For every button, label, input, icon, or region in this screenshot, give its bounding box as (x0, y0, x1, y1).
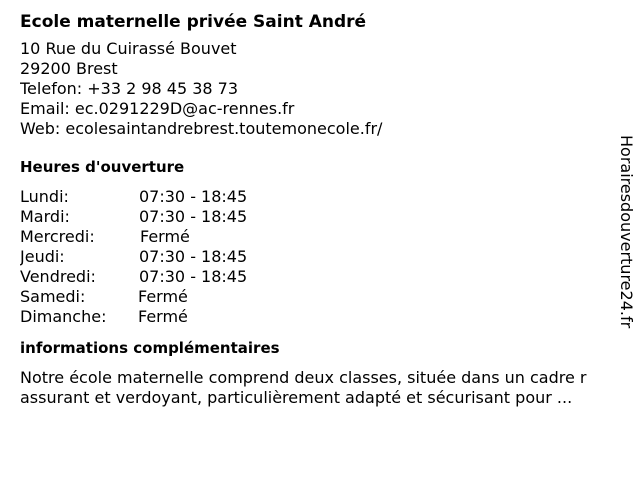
time-value: Fermé (138, 307, 188, 326)
email-text: Email: ec.0291229D@ac-rennes.fr (20, 99, 295, 118)
additional-info-heading: informations complémentaires (20, 339, 280, 357)
description-line-2: assurant et verdoyant, particulièrement adapté et sécurisant pour ... (20, 388, 573, 407)
hours-row-friday (20, 267, 616, 287)
day-label: Lundi: (20, 187, 69, 206)
hours-row-wednesday (20, 227, 616, 247)
day-label: Vendredi: (20, 267, 96, 286)
day-label: Samedi: (20, 287, 86, 306)
time-value: 07:30 - 18:45 (139, 267, 248, 286)
hours-row-thursday (20, 247, 616, 267)
time-value: Fermé (138, 287, 188, 306)
hours-row-tuesday (20, 207, 616, 227)
school-info-card (20, 10, 616, 408)
day-label: Mercredi: (20, 227, 95, 246)
opening-hours-heading: Heures d'ouverture (20, 158, 185, 176)
time-value: 07:30 - 18:45 (139, 187, 248, 206)
time-value: 07:30 - 18:45 (139, 207, 248, 226)
hours-row-saturday (20, 287, 616, 307)
hours-row-monday (20, 187, 616, 207)
time-value: Fermé (140, 227, 190, 246)
school-name: Ecole maternelle privée Saint André (20, 12, 367, 32)
day-label: Dimanche: (20, 307, 107, 326)
web-text: Web: ecolesaintandrebrest.toutemonecole.fr/ (20, 119, 383, 138)
phone-text: Telefon: +33 2 98 45 38 73 (20, 79, 239, 98)
day-label: Jeudi: (20, 247, 65, 266)
address-street: 10 Rue du Cuirassé Bouvet (20, 39, 237, 58)
time-value: 07:30 - 18:45 (139, 247, 248, 266)
opening-hours-list (20, 187, 616, 327)
description-line-1: Notre école maternelle comprend deux classes, située dans un cadre r (20, 368, 587, 387)
site-watermark: Horairesdouverture24.fr (617, 135, 636, 329)
day-label: Mardi: (20, 207, 70, 226)
address-city: 29200 Brest (20, 59, 118, 78)
hours-row-sunday (20, 307, 616, 327)
